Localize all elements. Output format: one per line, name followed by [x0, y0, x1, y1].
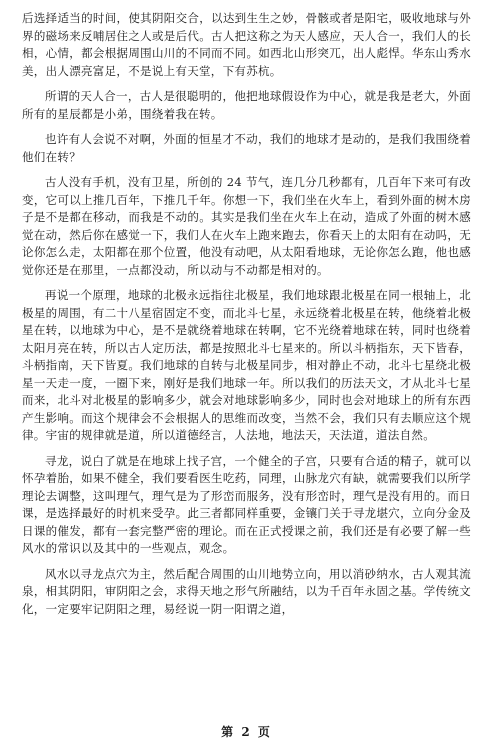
paragraph-1: 后选择适当的时间，使其阴阳交合，以达到生生之妙，骨骸或者是阳宅，吸收地球与外界的磁场来反哺居住之人或是后代。古人把这称之为天人感应，天人合一，我们人的长相，心情，都会根据周围山川的不同而不同。如西北山形突兀，出人彪悍。华东山秀水美，出人漂亮富足，不是说上有天堂，下有苏杭。: [22, 11, 471, 78]
paragraph-7: 风水以寻龙点穴为主，然后配合周围的山川地势立向，用以消砂纳水，古人观其流泉，相其阴阳，审阴阳之会，求得天地之形气所融结，以为千百年永固之基。学传统文化，一定要牢记阴阳之理，易经说一阴一阳谓之道，: [22, 566, 471, 616]
paragraph-2: 所谓的天人合一，古人是很聪明的，他把地球假设作为中心，就是我是老大，外面所有的星辰都是小弟，围绕着我在转。: [22, 89, 471, 121]
page-number: 第 2 页: [221, 725, 272, 739]
paragraph-4: 古人没有手机，没有卫星，所创的 24 节气，连几分几秒都有，几百年下来可有改变，它可以上推几百年，下推几千年。你想一下，我们坐在火车上，看到外面的树木房子是不是都在移动，而我是不动的。其实是我们坐在火车上在动，造成了外面的树木感觉在动，然后你在感觉一下，我们人在火车上跑来跑去，你看天上的太阳有在动吗，无论你怎么走，太阳都在那个位置，他没有动吧，从太阳看地球，无论你怎么跑，他也感觉你还是在那里，一点都没动，所以动与不动都是相对的。: [22, 175, 471, 277]
paragraph-5: 再说一个原理，地球的北极永远指往北极星，我们地球跟北极星在同一根轴上，北极星的周围，有二十八星宿固定不变，而北斗七星，永远绕着北极星在转，他绕着北极星在转，以地球为中心，是不是就绕着地球在转啊，它不光绕着地球在转，同时也绕着太阳月亮在转，所以古人定历法，都是按照北斗七星来的。所以斗柄指东，天下皆春，斗柄指南，天下皆夏。我们地球的自转与北极星同步，相对静止不动，北斗七星绕北极星一天走一度，一圈下来，刚好是我们地球一年。所以我们的历法天文，才从北斗七星而来，北斗对北极星的影响多少，就会对地球影响多少，同时也会对地球上的所有东西产生影响。而这个规律会不会根据人的思维而改变，当然不会，我们只有去顺应这个规律。宇宙的规律就是道，所以道德经言，人法地，地法天，天法道，道法自然。: [22, 288, 471, 442]
paragraph-6: 寻龙，说白了就是在地球上找子宫，一个健全的子宫，只要有合适的精子，就可以怀孕着胎，如果不健全，我们要看医生吃药，同理，山脉龙穴有缺，就需要我们以所学理论去调整，这叫理气，理气是为了形峦而服务，没有形峦时，理气是没有用的。而日课，是选择最好的时机来受孕。此三者都同样重要，金镶门关于寻龙堪穴，立向分金及日课的催发，都有一套完整严密的理论。而在正式授课之前，我们还是有必要了解一些风水的常识以及其中的一些观点，观念。: [22, 453, 471, 555]
paragraph-3: 也许有人会说不对啊，外面的恒星才不动，我们的地球才是动的，是我们我围绕着他们在转？: [22, 132, 471, 164]
